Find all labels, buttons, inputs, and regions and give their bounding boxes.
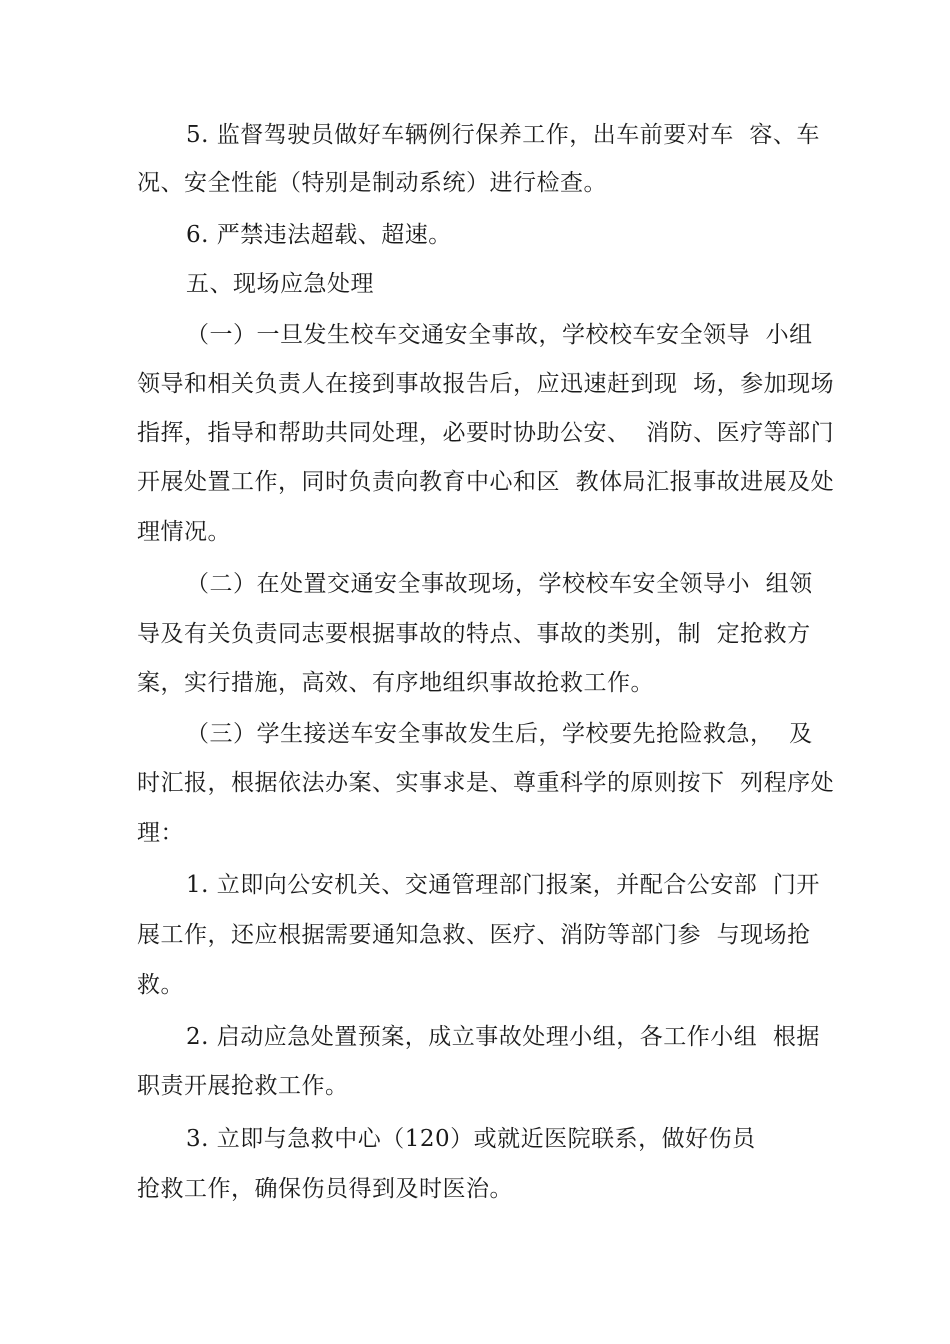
paragraph-line: 救。 <box>137 972 184 998</box>
paragraph-line: 导及有关负责同志要根据事故的特点、事故的类别，制 定抢救方 <box>137 621 811 647</box>
paragraph-line: 案，实行措施，高效、有序地组织事故抢救工作。 <box>137 670 654 696</box>
paragraph-line: 1. 立即向公安机关、交通管理部门报案，并配合公安部 门开 <box>186 872 820 898</box>
section-heading: 五、现场应急处理 <box>186 271 374 297</box>
paragraph-line: 指挥，指导和帮助共同处理，必要时协助公安、 消防、医疗等部门 <box>137 420 835 446</box>
paragraph-line: 况、安全性能（特别是制动系统）进行检查。 <box>137 170 607 196</box>
paragraph-line: （一）一旦发生校车交通安全事故，学校校车安全领导 小组 <box>186 322 813 348</box>
paragraph-line: 时汇报，根据依法办案、实事求是、尊重科学的原则按下 列程序处 <box>137 770 835 796</box>
paragraph-line: 领导和相关负责人在接到事故报告后，应迅速赶到现 场，参加现场 <box>137 371 835 397</box>
paragraph-line: 职责开展抢救工作。 <box>137 1073 349 1099</box>
paragraph-line: 3. 立即与急救中心（120）或就近医院联系，做好伤员 <box>186 1126 756 1152</box>
paragraph-line: 开展处置工作，同时负责向教育中心和区 教体局汇报事故进展及处 <box>137 469 835 495</box>
paragraph-line: 2. 启动应急处置预案，成立事故处理小组，各工作小组 根据 <box>186 1024 820 1050</box>
paragraph-line: 展工作，还应根据需要通知急救、医疗、消防等部门参 与现场抢 <box>137 922 811 948</box>
paragraph-line: （二）在处置交通安全事故现场，学校校车安全领导小 组领 <box>186 571 813 597</box>
paragraph-line: 理情况。 <box>137 519 231 545</box>
paragraph-line: 抢救工作，确保伤员得到及时医治。 <box>137 1176 513 1202</box>
paragraph-line: 5. 监督驾驶员做好车辆例行保养工作，出车前要对车 容、车 <box>186 122 820 148</box>
paragraph-line: 理： <box>137 820 184 846</box>
paragraph-line: （三）学生接送车安全事故发生后，学校要先抢险救急， 及 <box>186 721 813 747</box>
paragraph-line: 6. 严禁违法超载、超速。 <box>186 222 452 248</box>
